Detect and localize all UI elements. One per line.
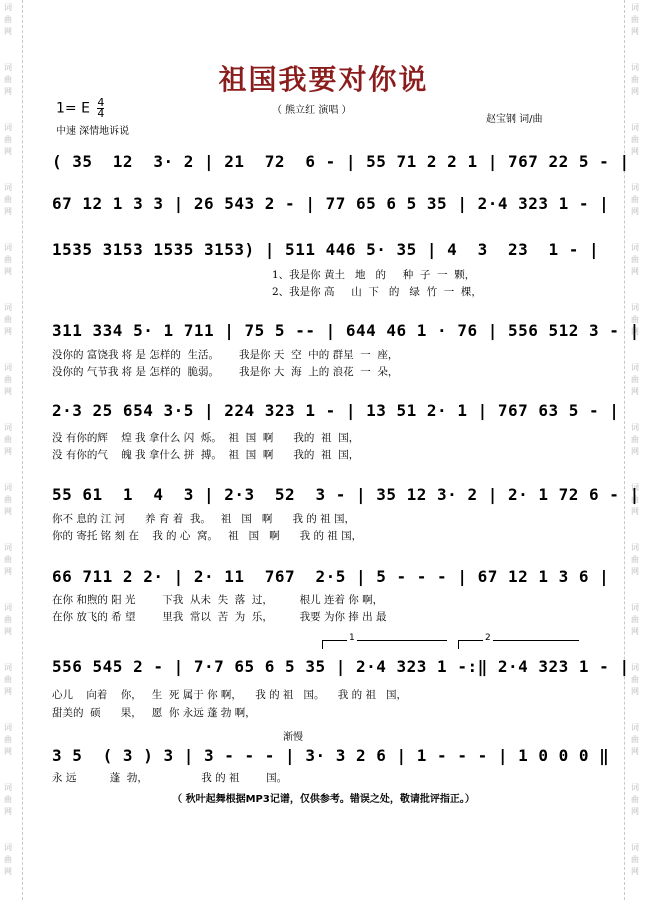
watermark-column-left	[0, 0, 23, 900]
score-line-9: 3 5 ( 3 ) 3 | 3 - - - | 3· 3 2 6 | 1 - - - | 1 0 0 0 ‖	[52, 746, 610, 765]
time-signature	[97, 98, 104, 119]
volta-number: 1	[349, 633, 355, 643]
volta-bracket-1	[322, 633, 447, 649]
score-line-4: 311 334 5· 1 711 | 75 5 -- | 644 46 1 · 76 | 556 512 3 - |	[52, 321, 640, 340]
score-line-1: ( 35 12 3· 2 | 21 72 6 - | 55 71 2 2 1 | 767 22 5 - |	[52, 152, 630, 171]
lyric-line: 没 有你的辉 煌 我 拿什么 闪 烁。 祖 国 啊 我的 祖 国，	[52, 432, 360, 444]
time-numerator: 4	[97, 96, 105, 109]
composer-credit: 赵宝钢 词/曲	[486, 114, 543, 125]
score-line-7: 66 711 2 2· | 2· 11 767 2·5 | 5 - - - | 67 12 1 3 6 |	[52, 567, 610, 586]
lyric-line: 1、我是你 黄土 地 的 种 子 一 颗，	[272, 269, 476, 281]
watermark-pattern-right	[625, 0, 647, 900]
key-signature	[56, 98, 104, 119]
tempo-change-marking: 渐慢	[283, 732, 303, 743]
lyric-line: 没你的 富饶我 将 是 怎样的 生活。 我是你 天 空 中的 群星 一 座，	[52, 349, 399, 361]
song-title: 祖国我要对你说	[218, 63, 429, 96]
lyric-line: 在你 和煦的 阳 光 下我 从未 失 落 过， 根儿 连着 你 啊，	[52, 594, 384, 606]
lyric-line: 2、我是你 高 山 下 的 绿 竹 一 棵，	[272, 286, 482, 298]
lyric-line: 甜美的 硕 果， 愿 你 永远 蓬 勃 啊，	[52, 707, 256, 719]
lyric-line: 你的 寄托 铭 刻 在 我 的 心 窝。 祖 国 啊 我 的 祖 国，	[52, 530, 363, 542]
key-label: 1= E	[56, 100, 90, 117]
lyric-line: 没你的 气节我 将 是 怎样的 脆弱。 我是你 大 海 上的 浪花 一 朵，	[52, 366, 399, 378]
volta-number: 2	[485, 633, 491, 643]
performer-credit: （ 熊立红 演唱 ）	[272, 105, 352, 116]
volta-bracket-2	[458, 633, 579, 649]
score-line-5: 2·3 25 654 3·5 | 224 323 1 - | 13 51 2· 1 | 767 63 5 - |	[52, 401, 620, 420]
score-line-2: 67 12 1 3 3 | 26 543 2 - | 77 65 6 5 35 | 2·4 323 1 - |	[52, 194, 610, 213]
lyric-line: 你不 息的 江 河 养 育 着 我。 祖 国 啊 我 的 祖 国，	[52, 513, 355, 525]
tempo-marking: 中速 深情地诉说	[56, 126, 130, 137]
score-line-8: 556 545 2 - | 7·7 65 6 5 35 | 2·4 323 1 -:‖ 2·4 323 1 - |	[52, 657, 630, 676]
score-line-6: 55 61 1 4 3 | 2·3 52 3 - | 35 12 3· 2 | 2· 1 72 6 - |	[52, 485, 640, 504]
transcription-note: （ 秋叶起舞根据MP3记谱，仅供参考。错误之处，敬请批评指正。）	[172, 794, 475, 805]
time-denominator: 4	[97, 107, 105, 120]
lyric-line: 没 有你的气 魄 我 拿什么 拼 搏。 祖 国 啊 我的 祖 国，	[52, 449, 360, 461]
lyric-line: 永 远 蓬 勃， 我 的 祖 国。	[52, 772, 288, 784]
watermark-column-right	[624, 0, 647, 900]
score-line-3: 1535 3153 1535 3153) | 511 446 5· 35 | 4 3 23 1 - |	[52, 240, 600, 259]
watermark-pattern-left	[0, 0, 22, 900]
lyric-line: 在你 放飞的 希 望 里我 常以 苦 为 乐， 我要 为你 捧 出 最	[52, 611, 387, 623]
lyric-line: 心儿 向着 你， 生 死 属于 你 啊， 我 的 祖 国。 我 的 祖 国，	[52, 689, 407, 701]
